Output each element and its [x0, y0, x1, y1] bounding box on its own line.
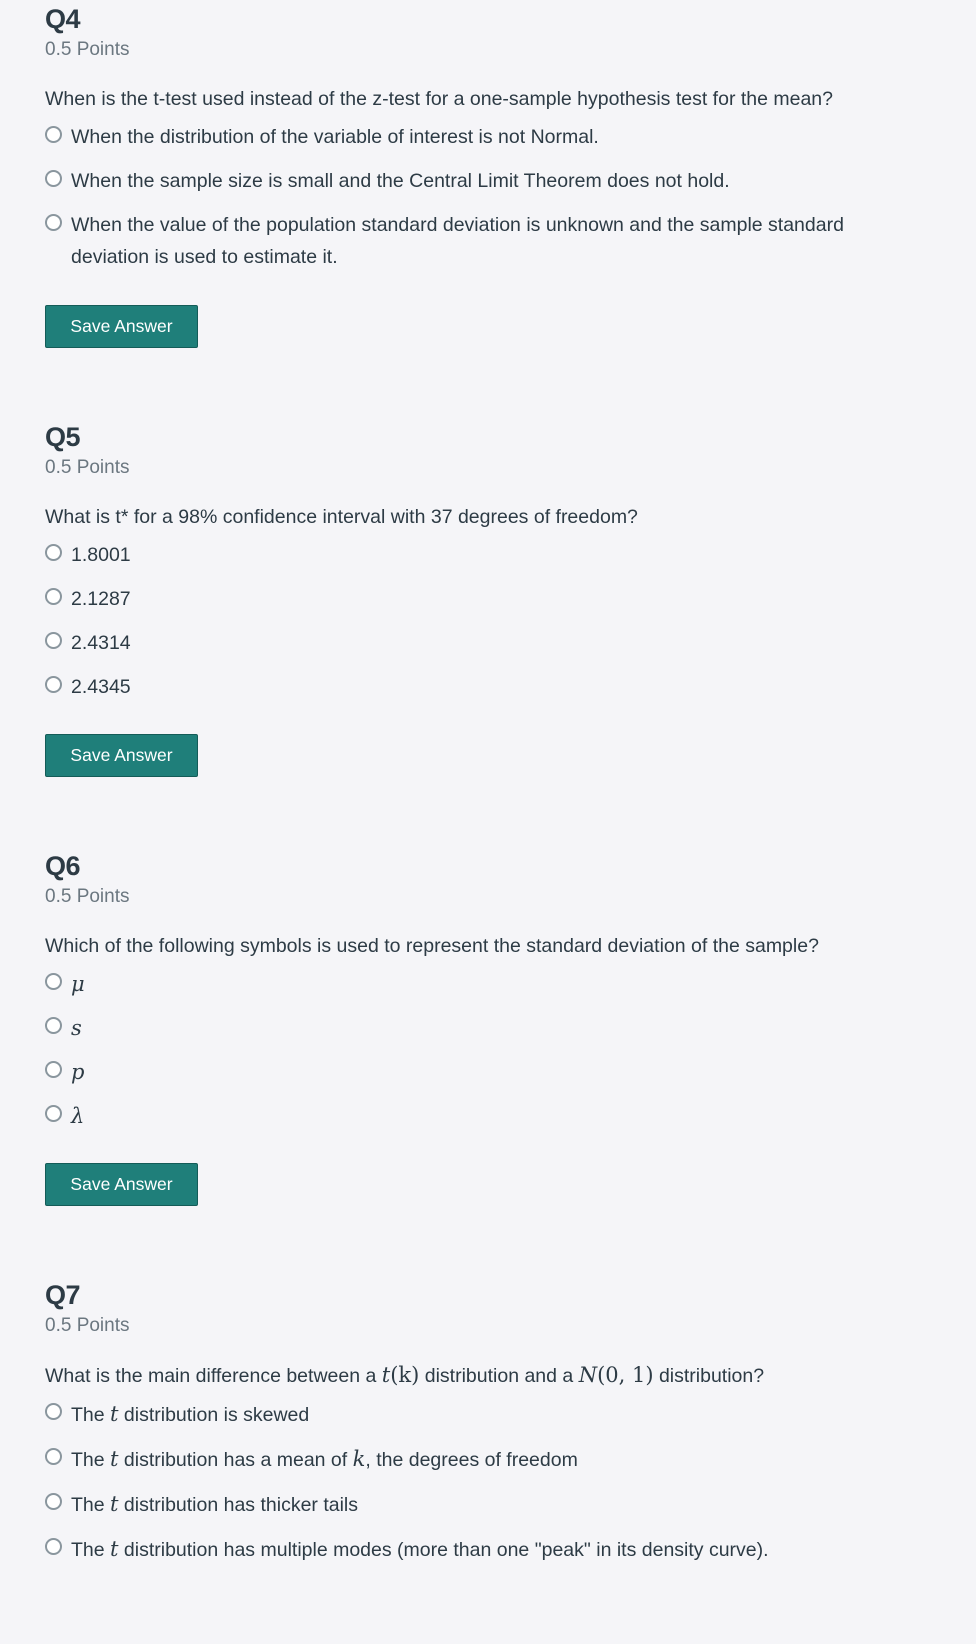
question-title: Q4 [45, 4, 81, 34]
radio-button[interactable] [45, 973, 62, 990]
radio-button[interactable] [45, 1105, 62, 1122]
answer-option[interactable] [45, 1488, 965, 1521]
answer-option[interactable] [45, 1533, 965, 1566]
save-answer-button-q5[interactable]: Save Answer [45, 734, 198, 777]
option-label [71, 1533, 911, 1566]
save-answer-button-q6[interactable]: Save Answer [45, 1163, 198, 1206]
option-label [71, 1488, 911, 1521]
answer-option[interactable] [45, 1443, 965, 1476]
math-t: t [110, 1492, 119, 1516]
question-q6 [45, 851, 965, 1144]
prompt-text: distribution and a [419, 1365, 579, 1387]
math-k: k [352, 1447, 366, 1471]
math-n-arg: (0, 1) [597, 1363, 654, 1387]
answer-option[interactable] [45, 209, 965, 273]
radio-button[interactable] [45, 1538, 62, 1555]
math-t: t [110, 1402, 119, 1426]
option-text-part: distribution has thicker tails [118, 1494, 359, 1516]
option-text-part: distribution is skewed [118, 1404, 310, 1426]
option-label: When the sample size is small and the Central Limit Theorem does not hold. [71, 170, 730, 192]
question-points: 0.5 Points [45, 1315, 130, 1336]
question-points: 0.5 Points [45, 457, 130, 478]
option-text-part: The [71, 1449, 111, 1471]
radio-button[interactable] [45, 214, 62, 231]
option-text-part: distribution has multiple modes (more than one "peak" in its density curve). [118, 1539, 769, 1561]
question-points: 0.5 Points [45, 39, 130, 60]
option-label-s: s [71, 1016, 82, 1040]
math-n: N [578, 1363, 598, 1387]
answer-options [45, 1398, 965, 1566]
question-q4 [45, 4, 965, 285]
answer-option[interactable] [45, 1100, 965, 1132]
answer-option[interactable] [45, 627, 965, 659]
question-prompt: Which of the following symbols is used to represent the standard deviation of the sample? [45, 935, 819, 957]
option-text-part: , the degrees of freedom [365, 1449, 578, 1471]
question-q7 [45, 1280, 965, 1578]
question-prompt: What is t* for a 98% confidence interval with 37 degrees of freedom? [45, 506, 638, 528]
answer-options [45, 539, 965, 703]
answer-options [45, 968, 965, 1132]
question-prompt: When is the t-test used instead of the z-test for a one-sample hypothesis test for the mean? [45, 88, 833, 110]
option-label: 2.1287 [71, 588, 131, 610]
math-t-arg: (k) [390, 1363, 420, 1387]
answer-option[interactable] [45, 539, 965, 571]
answer-option[interactable] [45, 1012, 965, 1044]
question-title: Q5 [45, 422, 81, 452]
answer-option[interactable] [45, 1398, 965, 1431]
option-label-p: p [71, 1060, 85, 1084]
math-t: t [381, 1363, 391, 1387]
option-label: 2.4314 [71, 632, 131, 654]
save-answer-button-q4[interactable]: Save Answer [45, 305, 198, 348]
radio-button[interactable] [45, 1061, 62, 1078]
option-label: 1.8001 [71, 544, 131, 566]
answer-option[interactable] [45, 165, 965, 197]
radio-button[interactable] [45, 632, 62, 649]
radio-button[interactable] [45, 126, 62, 143]
question-prompt [45, 1363, 965, 1388]
radio-button[interactable] [45, 588, 62, 605]
question-q5 [45, 422, 965, 715]
radio-button[interactable] [45, 676, 62, 693]
radio-button[interactable] [45, 1017, 62, 1034]
option-label: When the distribution of the variable of interest is not Normal. [71, 126, 599, 148]
answer-options [45, 121, 965, 273]
option-text-part: distribution has a mean of [118, 1449, 353, 1471]
option-label [71, 1398, 911, 1431]
option-text-part: The [71, 1539, 111, 1561]
radio-button[interactable] [45, 1448, 62, 1465]
question-title: Q6 [45, 851, 81, 881]
answer-option[interactable] [45, 968, 965, 1000]
option-label: 2.4345 [71, 676, 131, 698]
answer-option[interactable] [45, 583, 965, 615]
prompt-text: distribution? [653, 1365, 765, 1387]
option-label: When the value of the population standard deviation is unknown and the sample standard deviation is used to estimate it. [71, 214, 844, 268]
answer-option[interactable] [45, 671, 965, 703]
prompt-text: What is the main difference between a [45, 1365, 382, 1387]
option-text-part: The [71, 1494, 111, 1516]
math-t: t [110, 1537, 119, 1561]
option-label-lambda: λ [71, 1104, 85, 1128]
option-label-mu: μ [71, 972, 85, 996]
math-t: t [110, 1447, 119, 1471]
question-title: Q7 [45, 1280, 81, 1310]
radio-button[interactable] [45, 544, 62, 561]
radio-button[interactable] [45, 1493, 62, 1510]
question-points: 0.5 Points [45, 886, 130, 907]
option-label [71, 1443, 911, 1476]
answer-option[interactable] [45, 121, 965, 153]
radio-button[interactable] [45, 1403, 62, 1420]
answer-option[interactable] [45, 1056, 965, 1088]
option-text-part: The [71, 1404, 111, 1426]
radio-button[interactable] [45, 170, 62, 187]
